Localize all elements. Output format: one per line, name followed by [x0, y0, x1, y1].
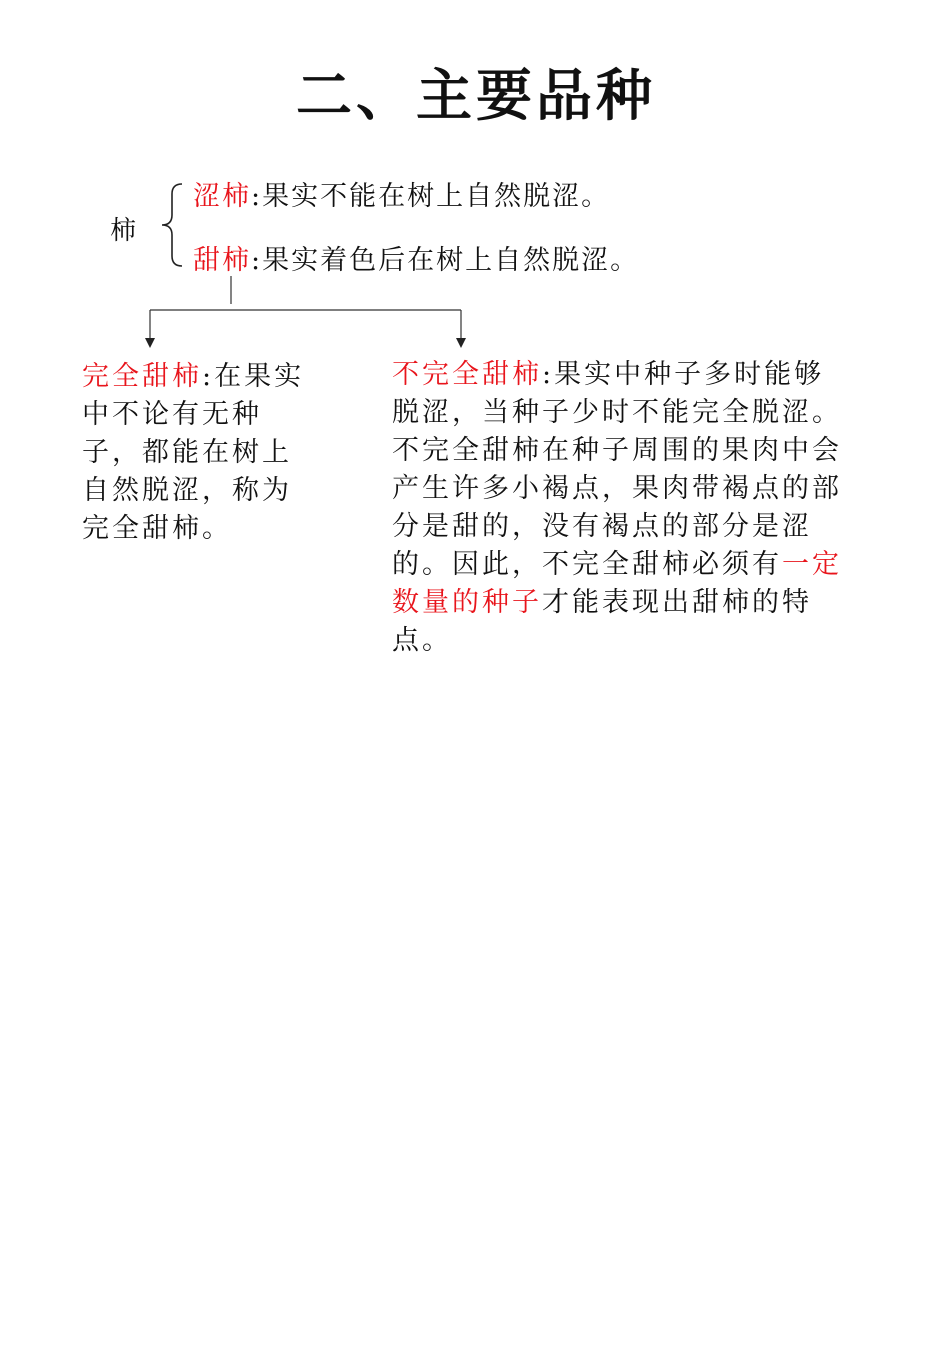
- arrow-down-icon: [145, 338, 155, 348]
- root-label: 柿: [110, 216, 137, 246]
- card-text-end: 才能表现出甜柿的特点。: [392, 587, 812, 656]
- branch-desc: 果实着色后在树上自然脱涩。: [262, 245, 640, 276]
- incomplete-sweet-card: [392, 356, 842, 660]
- branch-term: 涩柿: [193, 181, 251, 212]
- card-colon: :: [542, 359, 555, 390]
- arrow-down-icon: [456, 338, 466, 348]
- branch-colon: :: [251, 181, 263, 212]
- card-term: 完全甜柿: [82, 361, 202, 392]
- card-term: 不完全甜柿: [392, 359, 542, 390]
- branch-term: 甜柿: [193, 245, 251, 276]
- branch-colon: :: [251, 245, 263, 276]
- card-highlight: 一定数量的种子: [392, 549, 842, 618]
- card-text: 果实中种子多时能够脱涩，当种子少时不能完全脱涩。不完全甜柿在种子周围的果肉中会产生许多小褐点，果肉带褐点的部分是甜的，没有褐点的部分是涩的。因此，不完全甜柿必须有: [392, 359, 842, 580]
- page-title: 二、主要品种: [296, 63, 656, 129]
- split-connector: [0, 0, 952, 360]
- card-text: 在果实中不论有无种子，都能在树上自然脱涩，称为完全甜柿。: [82, 361, 305, 544]
- card-colon: :: [202, 361, 215, 392]
- complete-sweet-card: [82, 358, 310, 548]
- branch-desc: 果实不能在树上自然脱涩。: [262, 181, 611, 212]
